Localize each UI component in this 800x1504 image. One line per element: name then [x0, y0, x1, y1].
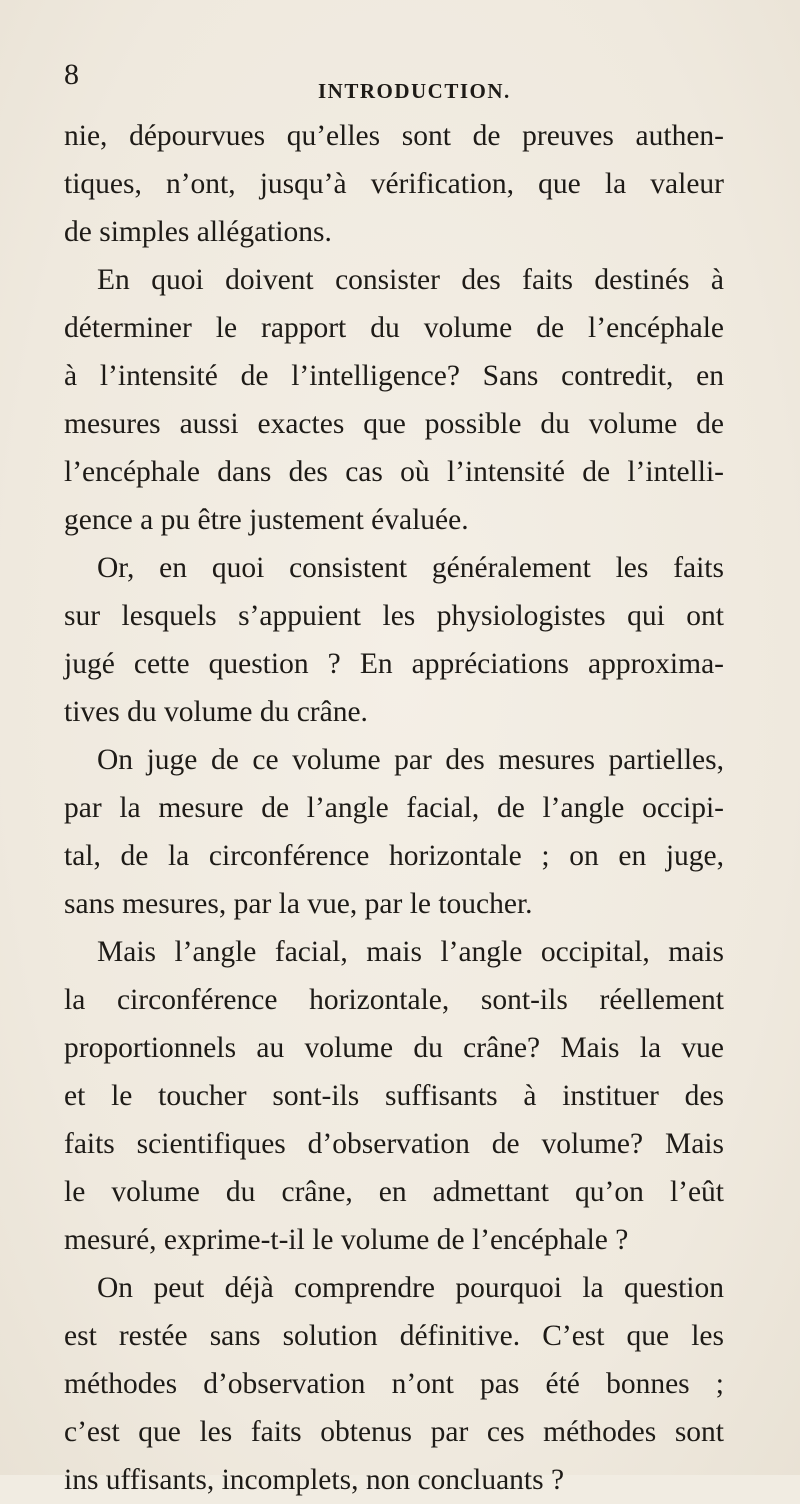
text-line: le volume du crâne, en admettant qu’on l’eût: [64, 1176, 724, 1208]
text-line: tal, de la circonférence horizontale ; on en juge,: [64, 840, 724, 872]
text-line: Mais l’angle facial, mais l’angle occipital, mais: [97, 936, 724, 968]
text-line: par la mesure de l’angle facial, de l’angle occipi-: [64, 792, 724, 824]
page-number: 8: [64, 58, 79, 91]
text-line: la circonférence horizontale, sont-ils réellement: [64, 984, 724, 1016]
text-line: c’est que les faits obtenus par ces méthodes sont: [64, 1416, 724, 1448]
text-line: tiques, n’ont, jusqu’à vérification, que la valeur: [64, 168, 724, 200]
text-line: et le toucher sont-ils suffisants à instituer des: [64, 1080, 724, 1112]
text-line: gence a pu être justement évaluée.: [64, 504, 469, 536]
text-line: de simples allégations.: [64, 216, 332, 248]
text-line: tives du volume du crâne.: [64, 696, 368, 728]
text-line: sans mesures, par la vue, par le toucher.: [64, 888, 533, 920]
text-line: mesures aussi exactes que possible du volume de: [64, 408, 724, 440]
text-line: On peut déjà comprendre pourquoi la question: [97, 1272, 724, 1304]
text-line: l’encéphale dans des cas où l’intensité de l’intelli-: [64, 456, 724, 488]
text-line: méthodes d’observation n’ont pas été bonnes ;: [64, 1368, 724, 1400]
text-line: proportionnels au volume du crâne? Mais la vue: [64, 1032, 724, 1064]
text-line: est restée sans solution définitive. C’est que les: [64, 1320, 724, 1352]
text-line: faits scientifiques d’observation de volume? Mais: [64, 1128, 724, 1160]
text-line: jugé cette question ? En appréciations approxima-: [64, 648, 724, 680]
text-line: Or, en quoi consistent généralement les faits: [97, 552, 724, 584]
text-line: déterminer le rapport du volume de l’encéphale: [64, 312, 724, 344]
text-line: nie, dépourvues qu’elles sont de preuves authen-: [64, 120, 724, 152]
text-line: En quoi doivent consister des faits destinés à: [97, 264, 724, 296]
text-line: mesuré, exprime-t-il le volume de l’encéphale ?: [64, 1224, 629, 1256]
text-line: On juge de ce volume par des mesures partielles,: [97, 744, 724, 776]
text-line: ins uffisants, incomplets, non concluants ?: [64, 1464, 565, 1496]
text-line: sur lesquels s’appuient les physiologistes qui ont: [64, 600, 724, 632]
body-text: [64, 112, 724, 1504]
running-title: INTRODUCTION.: [318, 79, 511, 103]
text-line: à l’intensité de l’intelligence? Sans contredit, en: [64, 360, 724, 392]
